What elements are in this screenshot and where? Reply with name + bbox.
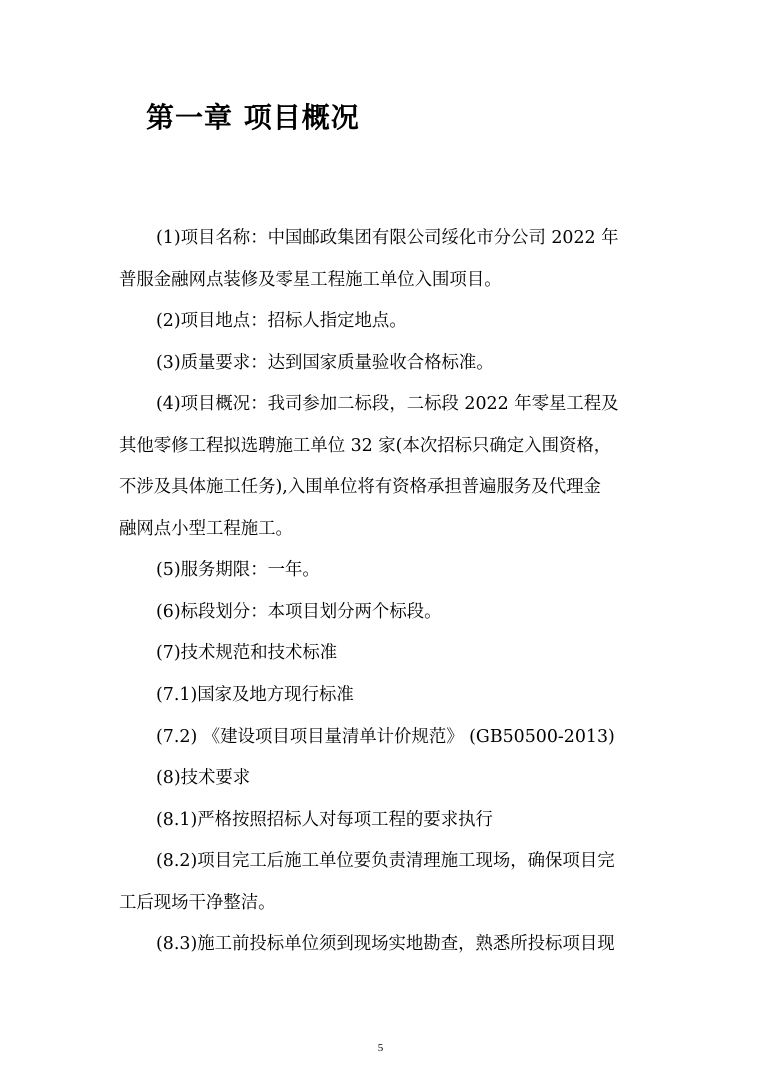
text-line: 普服金融网点装修及零星工程施工单位入围项目。 [119, 269, 502, 290]
text-line: (5)服务期限：一年。 [156, 560, 320, 581]
text-line: (4)项目概况：我司参加二标段，二标段 2022 年零星工程及 [156, 394, 619, 415]
text-line: (1)项目名称：中国邮政集团有限公司绥化市分公司 2022 年 [156, 228, 619, 248]
text-line: (8.3)施工前投标单位须到现场实地勘查，熟悉所投标项目现 [156, 934, 615, 955]
text-line: (7.2) 《建设项目项目量清单计价规范》 (GB50500-2013) [156, 726, 615, 747]
page-number: 5 [377, 1042, 384, 1054]
text-line: (3)质量要求：达到国家质量验收合格标准。 [156, 352, 494, 373]
text-line: (8)技术要求 [156, 768, 251, 789]
chapter-title: 第一章 项目概况 [146, 101, 360, 134]
text-line: (7)技术规范和技术标准 [156, 643, 338, 664]
body-text [119, 218, 639, 966]
text-line: (2)项目地点：招标人指定地点。 [156, 311, 407, 332]
text-line: 融网点小型工程施工。 [119, 518, 293, 539]
text-line: 工后现场干净整洁。 [119, 892, 276, 913]
text-line: 不涉及具体施工任务),入围单位将有资格承担普遍服务及代理金 [119, 477, 601, 498]
text-line: (7.1)国家及地方现行标准 [156, 685, 354, 706]
text-line: (8.1)严格按照招标人对每项工程的要求执行 [156, 809, 493, 830]
text-line: (8.2)项目完工后施工单位要负责清理施工现场，确保项目完 [156, 851, 615, 872]
text-line: (6)标段划分：本项目划分两个标段。 [156, 601, 442, 622]
text-line: 其他零修工程拟选聘施工单位 32 家(本次招标只确定入围资格， [119, 435, 612, 456]
